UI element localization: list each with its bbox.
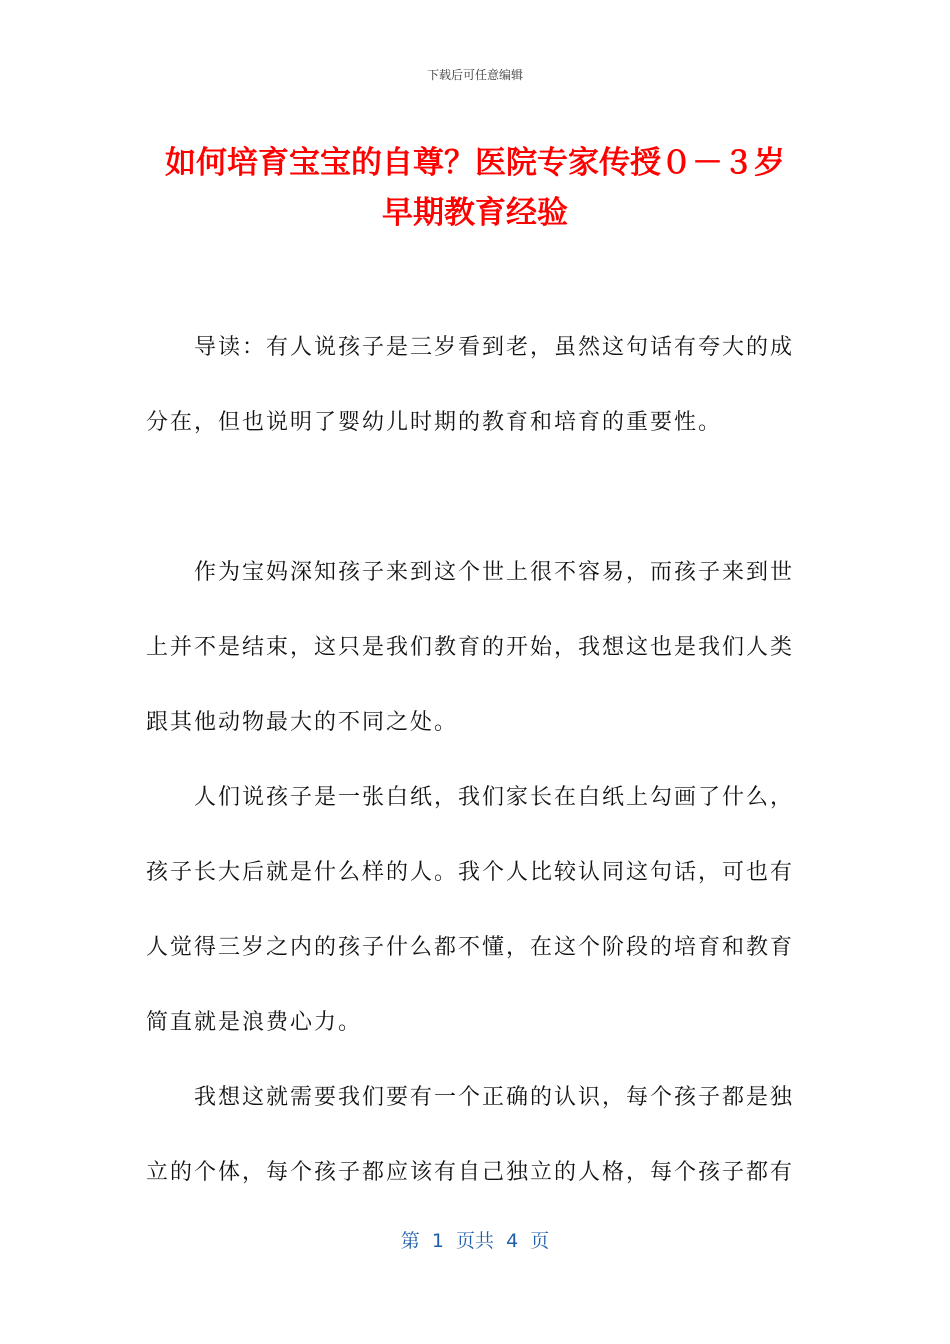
title-line-2: 早期教育经验 [382,195,568,231]
body-line: 上并不是结束，这只是我们教育的开始，我想这也是我们人类 [146,635,795,660]
body-line: 我想这就需要我们要有一个正确的认识，每个孩子都是独 [194,1085,795,1110]
body-line: 跟其他动物最大的不同之处。 [146,710,459,735]
body-line: 立的个体，每个孩子都应该有自己独立的人格，每个孩子都有 [146,1160,795,1185]
page-number-footer: 第 1 页共 4 页 [400,1230,550,1252]
title-line-1: 如何培育宝宝的自尊？医院专家传授０－３岁 [165,145,785,181]
body-line: 简直就是浪费心力。 [146,1010,363,1035]
body-line: 人觉得三岁之内的孩子什么都不懂，在这个阶段的培育和教育 [146,935,795,960]
header-note: 下载后可任意编辑 [426,68,523,82]
document-title [130,138,820,238]
body-line: 导读：有人说孩子是三岁看到老，虽然这句话有夸大的成 [194,335,795,360]
body-line: 分在，但也说明了婴幼儿时期的教育和培育的重要性。 [146,410,723,435]
body-line: 人们说孩子是一张白纸，我们家长在白纸上勾画了什么， [194,785,795,810]
body-line: 作为宝妈深知孩子来到这个世上很不容易，而孩子来到世 [194,560,795,585]
body-line: 孩子长大后就是什么样的人。我个人比较认同这句话，可也有 [146,860,795,885]
